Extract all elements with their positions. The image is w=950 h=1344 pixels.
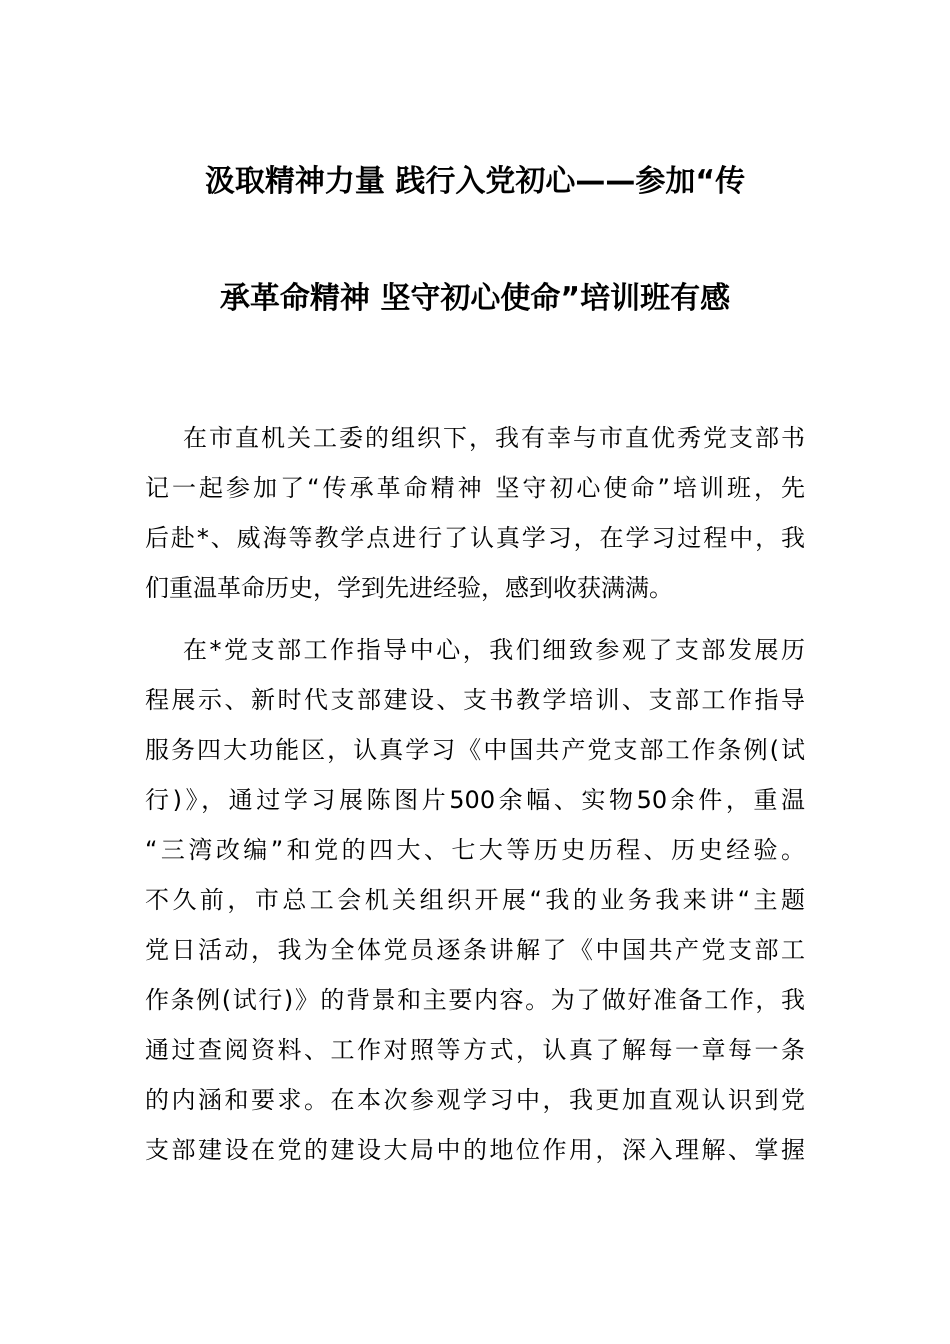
paragraph-1-line-4: 们重温革命历史，学到先进经验，感到收获满满。 — [145, 574, 673, 602]
document-title-line-2: 承革命精神 坚守初心使命”培训班有感 — [219, 281, 731, 316]
paragraph-1-line-1: 在市直机关工委的组织下，我有幸与市直优秀党支部书 — [183, 424, 805, 452]
paragraph-2-line-10: 的内涵和要求。在本次参观学习中，我更加直观认识到党 — [145, 1086, 805, 1114]
document-title-line-1: 汲取精神力量 践行入党初心——参加“传 — [204, 164, 746, 199]
paragraph-2-line-7: 党日活动，我为全体党员逐条讲解了《中国共产党支部工 — [145, 936, 805, 964]
paragraph-1-line-3: 后赴*、威海等教学点进行了认真学习，在学习过程中，我 — [145, 524, 805, 552]
paragraph-1-line-2: 记一起参加了“传承革命精神 坚守初心使命”培训班，先 — [145, 474, 805, 502]
paragraph-2-line-2: 程展示、新时代支部建设、支书教学培训、支部工作指导 — [145, 686, 805, 714]
paragraph-2-line-6: 不久前，市总工会机关组织开展“我的业务我来讲“主题 — [145, 886, 805, 914]
paragraph-2-line-11: 支部建设在党的建设大局中的地位作用，深入理解、掌握 — [145, 1136, 805, 1164]
paragraph-2-line-3: 服务四大功能区，认真学习《中国共产党支部工作条例(试 — [145, 736, 805, 764]
paragraph-2-line-9: 通过查阅资料、工作对照等方式，认真了解每一章每一条 — [145, 1036, 805, 1064]
paragraph-2-line-4: 行)》，通过学习展陈图片500余幅、实物50余件，重温 — [145, 786, 805, 814]
paragraph-2-line-1: 在*党支部工作指导中心，我们细致参观了支部发展历 — [183, 636, 805, 664]
paragraph-2-line-8: 作条例(试行)》的背景和主要内容。为了做好准备工作，我 — [145, 986, 805, 1014]
paragraph-2-line-5: “三湾改编”和党的四大、七大等历史历程、历史经验。 — [145, 836, 805, 864]
